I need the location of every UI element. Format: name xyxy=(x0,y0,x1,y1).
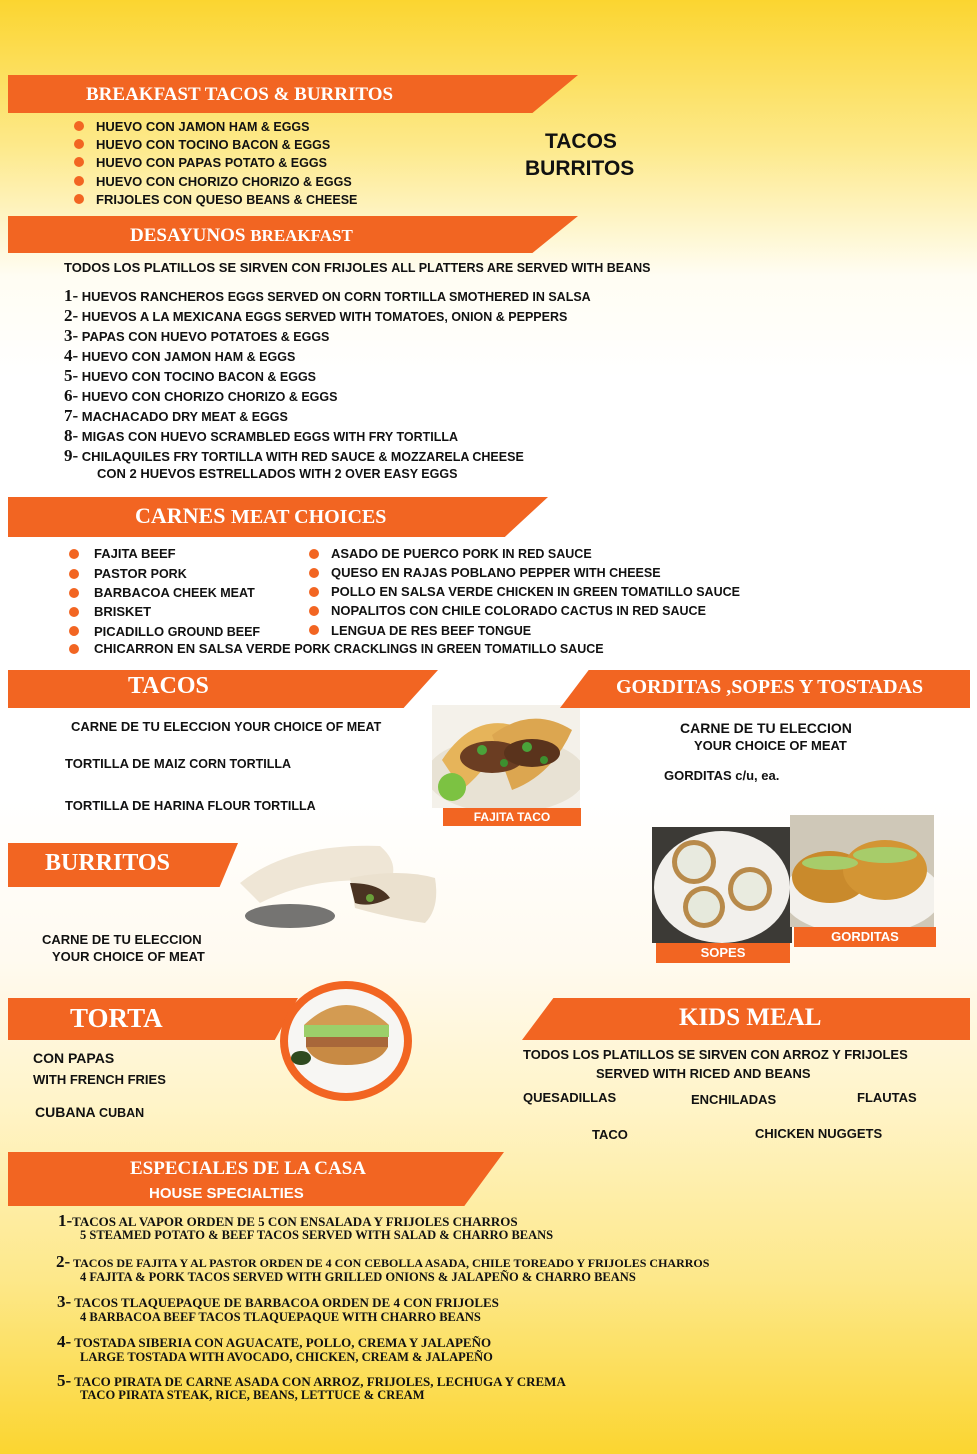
gorditas-line: CARNE DE TU ELECCION xyxy=(680,720,852,736)
bullet xyxy=(69,569,79,579)
torta-photo xyxy=(279,980,413,1102)
carne-item: FAJITA BEEF xyxy=(94,546,176,561)
burritos-side-heading: BURRITOS xyxy=(525,157,635,180)
desayuno-item: 7- MACHACADO DRY MEAT & EGGS xyxy=(64,406,288,425)
carnes-title: CARNES MEAT CHOICES xyxy=(135,503,387,528)
breakfast-taco-item: HUEVO CON JAMON HAM & EGGS xyxy=(96,119,310,134)
torta-line: WITH FRENCH FRIES xyxy=(33,1072,166,1087)
torta-title: TORTA xyxy=(70,1003,163,1033)
burrito-photo xyxy=(230,838,445,928)
gorditas-line: YOUR CHOICE OF MEAT xyxy=(694,738,847,753)
gorditas-label: GORDITAS xyxy=(794,927,936,947)
desayuno-item: 1- HUEVOS RANCHEROS EGGS SERVED ON CORN TORTILLA SMOTHERED IN SALSA xyxy=(64,286,591,305)
desayuno-item: 8- MIGAS CON HUEVO SCRAMBLED EGGS WITH FRY TORTILLA xyxy=(64,426,459,445)
carne-item: QUESO EN RAJAS POBLANO PEPPER WITH CHEESE xyxy=(331,565,661,580)
bullet xyxy=(74,157,84,167)
bullet xyxy=(74,194,84,204)
gorditas-title: GORDITAS ,SOPES Y TOSTADAS xyxy=(616,676,924,698)
carne-item: CHICARRON EN SALSA VERDE PORK CRACKLINGS IN GREEN TOMATILLO SAUCE xyxy=(94,641,604,656)
desayunos-title: DESAYUNOS BREAKFAST xyxy=(130,225,353,246)
burritos-line: CARNE DE TU ELECCION xyxy=(42,932,202,947)
fajita-taco-label: FAJITA TACO xyxy=(443,808,581,826)
kids-note: TODOS LOS PLATILLOS SE SIRVEN CON ARROZ Y FRIJOLES xyxy=(523,1047,908,1062)
especial-item-en: 5 STEAMED POTATO & BEEF TACOS SERVED WITH SALAD & CHARRO BEANS xyxy=(80,1228,554,1242)
sopes-label: SOPES xyxy=(656,943,790,963)
tacos-line: TORTILLA DE HARINA FLOUR TORTILLA xyxy=(65,798,316,813)
breakfast-taco-item: HUEVO CON TOCINO BACON & EGGS xyxy=(96,137,331,152)
especial-item-en: 4 FAJITA & PORK TACOS SERVED WITH GRILLED ONIONS & JALAPEÑO & CHARRO BEANS xyxy=(80,1270,636,1284)
kids-title: KIDS MEAL xyxy=(679,1004,822,1031)
carne-item: NOPALITOS CON CHILE COLORADO CACTUS IN RED SAUCE xyxy=(331,603,706,618)
breakfast-taco-item: HUEVO CON CHORIZO CHORIZO & EGGS xyxy=(96,174,352,189)
kids-note: SERVED WITH RICED AND BEANS xyxy=(596,1066,811,1081)
desayuno-item: 4- HUEVO CON JAMON HAM & EGGS xyxy=(64,346,296,365)
carne-item: ASADO DE PUERCO PORK IN RED SAUCE xyxy=(331,546,592,561)
especial-item-en: 4 BARBACOA BEEF TACOS TLAQUEPAQUE WITH CHARRO BEANS xyxy=(80,1310,481,1324)
bullet xyxy=(69,626,79,636)
bullet xyxy=(74,176,84,186)
kids-item: TACO xyxy=(592,1127,628,1142)
desayuno-item: 5- HUEVO CON TOCINO BACON & EGGS xyxy=(64,366,317,385)
kids-item: CHICKEN NUGGETS xyxy=(755,1126,883,1141)
especial-item: 3- TACOS TLAQUEPAQUE DE BARBACOA ORDEN DE 4 CON FRIJOLES xyxy=(57,1292,499,1311)
bullet xyxy=(309,587,319,597)
kids-item: FLAUTAS xyxy=(857,1090,917,1105)
desayuno-item-continued: CON 2 HUEVOS ESTRELLADOS WITH 2 OVER EASY EGGS xyxy=(97,466,458,481)
carne-item: BRISKET xyxy=(94,604,152,619)
bullet xyxy=(309,606,319,616)
gorditas-photo xyxy=(790,815,934,927)
carne-item: LENGUA DE RES BEEF TONGUE xyxy=(331,623,532,638)
especial-item-en: LARGE TOSTADA WITH AVOCADO, CHICKEN, CREAM & JALAPEÑO xyxy=(80,1350,493,1364)
bullet xyxy=(309,625,319,635)
bullet xyxy=(69,607,79,617)
fajita-taco-photo xyxy=(432,705,580,808)
especial-item: 2- TACOS DE FAJITA Y AL PASTOR ORDEN DE 4 CON CEBOLLA ASADA, CHILE TOREADO Y FRIJOLES CHARROS xyxy=(56,1252,710,1271)
breakfast-taco-item: FRIJOLES CON QUESO BEANS & CHEESE xyxy=(96,192,358,207)
desayuno-item: 9- CHILAQUILES FRY TORTILLA WITH RED SAUCE & MOZZARELA CHEESE xyxy=(64,446,524,465)
kids-item: QUESADILLAS xyxy=(523,1090,617,1105)
especiales-title: ESPECIALES DE LA CASA xyxy=(130,1158,366,1179)
bullet xyxy=(69,588,79,598)
especiales-subtitle: HOUSE SPECIALTIES xyxy=(149,1185,304,1202)
carne-item: POLLO EN SALSA VERDE CHICKEN IN GREEN TOMATILLO SAUCE xyxy=(331,584,740,599)
bullet xyxy=(74,139,84,149)
tacos-line: CARNE DE TU ELECCION YOUR CHOICE OF MEAT xyxy=(71,719,382,734)
sopes-photo xyxy=(652,827,792,943)
bullet xyxy=(74,121,84,131)
breakfast-tacos-title: BREAKFAST TACOS & BURRITOS xyxy=(86,84,394,105)
burritos-line: YOUR CHOICE OF MEAT xyxy=(52,949,205,964)
desayuno-item: 6- HUEVO CON CHORIZO CHORIZO & EGGS xyxy=(64,386,338,405)
carne-item: PASTOR PORK xyxy=(94,566,187,581)
burritos-title: BURRITOS xyxy=(45,850,170,876)
torta-line: CON PAPAS xyxy=(33,1050,115,1066)
desayuno-item: 2- HUEVOS A LA MEXICANA EGGS SERVED WITH TOMATOES, ONION & PEPPERS xyxy=(64,306,568,325)
desayunos-note: TODOS LOS PLATILLOS SE SIRVEN CON FRIJOLES ALL PLATTERS ARE SERVED WITH BEANS xyxy=(64,260,651,275)
torta-line: CUBANA CUBAN xyxy=(35,1104,145,1120)
carne-item: BARBACOA CHEEK MEAT xyxy=(94,585,255,600)
especial-item-en: TACO PIRATA STEAK, RICE, BEANS, LETTUCE & CREAM xyxy=(80,1388,425,1402)
tacos-banner xyxy=(8,670,438,708)
tacos-side-heading: TACOS xyxy=(545,130,617,153)
especial-item: 4- TOSTADA SIBERIA CON AGUACATE, POLLO, CREMA Y JALAPEÑO xyxy=(57,1332,492,1351)
tacos-line: TORTILLA DE MAIZ CORN TORTILLA xyxy=(65,756,292,771)
desayuno-item: 3- PAPAS CON HUEVO POTATOES & EGGS xyxy=(64,326,330,345)
especial-item: 5- TACO PIRATA DE CARNE ASADA CON ARROZ, FRIJOLES, LECHUGA Y CREMA xyxy=(57,1371,566,1390)
bullet xyxy=(309,549,319,559)
carne-item: PICADILLO GROUND BEEF xyxy=(94,624,261,639)
breakfast-taco-item: HUEVO CON PAPAS POTATO & EGGS xyxy=(96,155,327,170)
tacos-title: TACOS xyxy=(128,673,209,699)
bullet xyxy=(69,644,79,654)
bullet xyxy=(309,568,319,578)
bullet xyxy=(69,549,79,559)
gorditas-line: GORDITAS c/u, ea. xyxy=(664,768,780,783)
especial-item: 1-TACOS AL VAPOR ORDEN DE 5 CON ENSALADA Y FRIJOLES CHARROS xyxy=(58,1211,518,1230)
kids-item: ENCHILADAS xyxy=(691,1092,777,1107)
